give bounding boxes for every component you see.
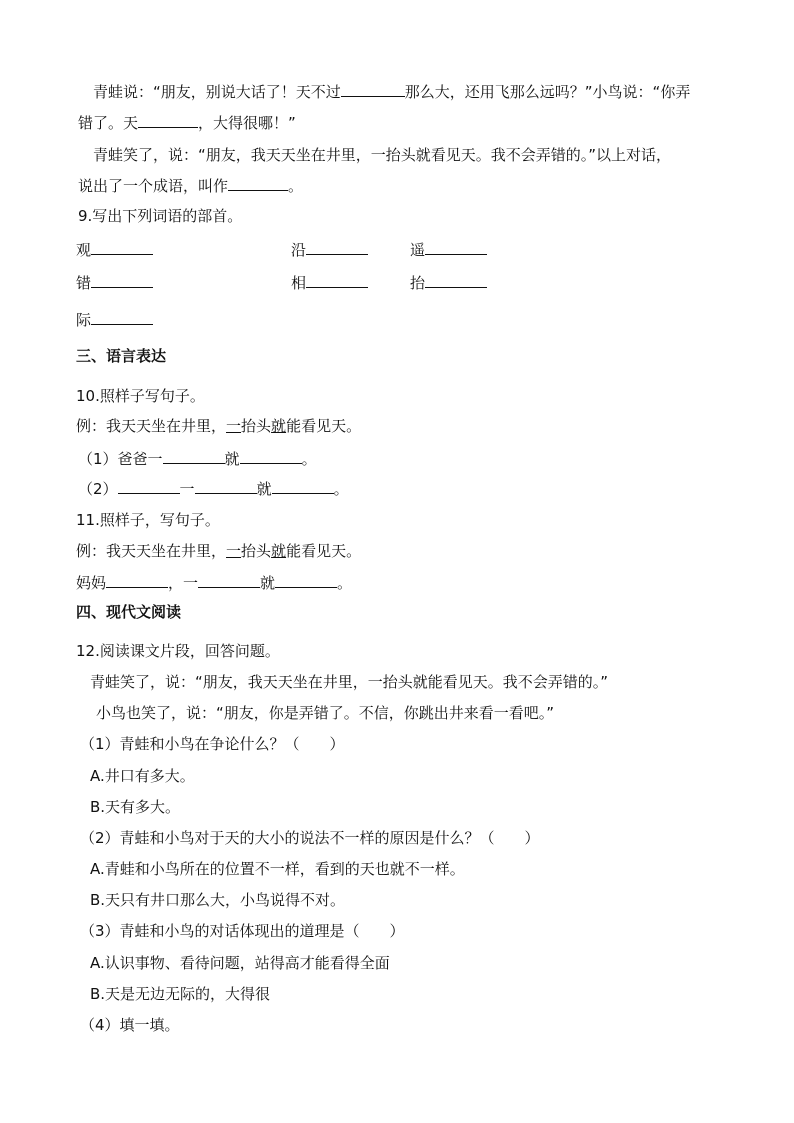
example-underlined: 就 xyxy=(271,417,287,435)
item-text: 。 xyxy=(301,450,317,468)
q12-sub-question-1: （1）青蛙和小鸟在争论什么？（ ） xyxy=(80,735,345,753)
q11-example xyxy=(76,541,361,561)
passage-line-4 xyxy=(78,176,303,196)
q12-title: 12.阅读课文片段，回答问题。 xyxy=(76,642,280,660)
answer-blank[interactable] xyxy=(91,310,153,325)
item-text: 一 xyxy=(179,480,195,498)
radical-item xyxy=(291,273,368,293)
passage-text: 错了。天 xyxy=(78,114,139,132)
q12-option[interactable]: B.天是无边无际的，大得很 xyxy=(90,985,271,1003)
q12-option[interactable]: A.青蛙和小鸟所在的位置不一样，看到的天也就不一样。 xyxy=(90,860,465,878)
example-text: 例：我天天坐在井里， xyxy=(76,542,227,560)
q12-sub-question-3: （3）青蛙和小鸟的对话体现出的道理是（ ） xyxy=(80,922,405,940)
example-text: 能看见天。 xyxy=(286,417,362,435)
answer-blank[interactable] xyxy=(275,573,337,588)
passage-text: ，大得很哪！” xyxy=(198,114,296,132)
item-text: 。 xyxy=(333,480,349,498)
radical-char: 观 xyxy=(76,241,92,259)
radical-item xyxy=(410,240,487,260)
answer-blank[interactable] xyxy=(91,240,153,255)
passage-text: 青蛙说：“朋友，别说大话了！天不过 xyxy=(93,83,341,101)
item-text: （2） xyxy=(78,480,118,498)
q10-item-1 xyxy=(78,449,317,469)
item-text: 就 xyxy=(256,480,272,498)
radical-char: 抬 xyxy=(410,274,426,292)
passage-text: 。 xyxy=(288,177,304,195)
section-heading: 四、现代文阅读 xyxy=(76,603,182,621)
answer-blank[interactable] xyxy=(272,479,334,494)
answer-blank[interactable] xyxy=(118,479,180,494)
radical-item xyxy=(291,240,368,260)
radical-item xyxy=(76,273,153,293)
passage-line-1 xyxy=(93,82,690,102)
answer-blank[interactable] xyxy=(425,240,487,255)
example-underlined: 一 xyxy=(226,542,242,560)
q10-title: 10.照样子写句子。 xyxy=(76,387,205,405)
example-text: 能看见天。 xyxy=(286,542,362,560)
example-underlined: 就 xyxy=(271,542,287,560)
answer-blank[interactable] xyxy=(425,273,487,288)
item-text: （1）爸爸一 xyxy=(78,450,163,468)
example-text: 抬头 xyxy=(241,542,272,560)
item-text: 。 xyxy=(337,574,353,592)
q11-item xyxy=(76,573,352,593)
answer-blank[interactable] xyxy=(106,573,168,588)
section-heading: 三、语言表达 xyxy=(76,347,167,365)
answer-blank[interactable] xyxy=(91,273,153,288)
q12-option[interactable]: A.认识事物、看待问题，站得高才能看得全面 xyxy=(90,954,390,972)
example-underlined: 一 xyxy=(226,417,242,435)
passage-text: 说出了一个成语，叫作 xyxy=(78,177,229,195)
q12-passage-line: 小鸟也笑了，说：“朋友，你是弄错了。不信，你跳出井来看一看吧。” xyxy=(96,704,555,722)
answer-blank[interactable] xyxy=(163,449,225,464)
radical-item xyxy=(76,310,153,330)
radical-char: 沿 xyxy=(291,241,307,259)
answer-blank[interactable] xyxy=(341,82,405,97)
answer-blank[interactable] xyxy=(195,479,257,494)
answer-blank[interactable] xyxy=(306,240,368,255)
q9-title: 9.写出下列词语的部首。 xyxy=(78,207,243,225)
q12-sub-question-2: （2）青蛙和小鸟对于天的大小的说法不一样的原因是什么？（ ） xyxy=(80,829,540,847)
radical-char: 相 xyxy=(291,274,307,292)
answer-blank[interactable] xyxy=(240,449,302,464)
passage-text: 那么大，还用飞那么远吗？”小鸟说：“你弄 xyxy=(404,83,691,101)
q12-passage-line: 青蛙笑了，说：“朋友，我天天坐在井里，一抬头就能看见天。我不会弄错的。” xyxy=(90,673,609,691)
q12-option[interactable]: B.天只有井口那么大，小鸟说得不对。 xyxy=(90,891,346,909)
example-text: 例：我天天坐在井里， xyxy=(76,417,227,435)
item-text: ，一 xyxy=(168,574,199,592)
q10-item-2 xyxy=(78,479,349,499)
answer-blank[interactable] xyxy=(228,176,288,191)
q10-example xyxy=(76,416,361,436)
q12-sub-question-4: （4）填一填。 xyxy=(80,1016,180,1034)
example-text: 抬头 xyxy=(241,417,272,435)
radical-item xyxy=(76,240,153,260)
radical-char: 错 xyxy=(76,274,92,292)
q11-title: 11.照样子，写句子。 xyxy=(76,511,220,529)
answer-blank[interactable] xyxy=(198,573,260,588)
item-text: 妈妈 xyxy=(76,574,107,592)
passage-line-2 xyxy=(78,113,296,133)
answer-blank[interactable] xyxy=(138,113,198,128)
radical-item xyxy=(410,273,487,293)
answer-blank[interactable] xyxy=(306,273,368,288)
radical-char: 际 xyxy=(76,311,92,329)
item-text: 就 xyxy=(224,450,240,468)
q12-option[interactable]: A.井口有多大。 xyxy=(90,767,195,785)
item-text: 就 xyxy=(260,574,276,592)
radical-char: 遥 xyxy=(410,241,426,259)
q12-option[interactable]: B.天有多大。 xyxy=(90,798,181,816)
passage-line-3: 青蛙笑了，说：“朋友，我天天坐在井里，一抬头就看见天。我不会弄错的。”以上对话， xyxy=(93,146,672,164)
